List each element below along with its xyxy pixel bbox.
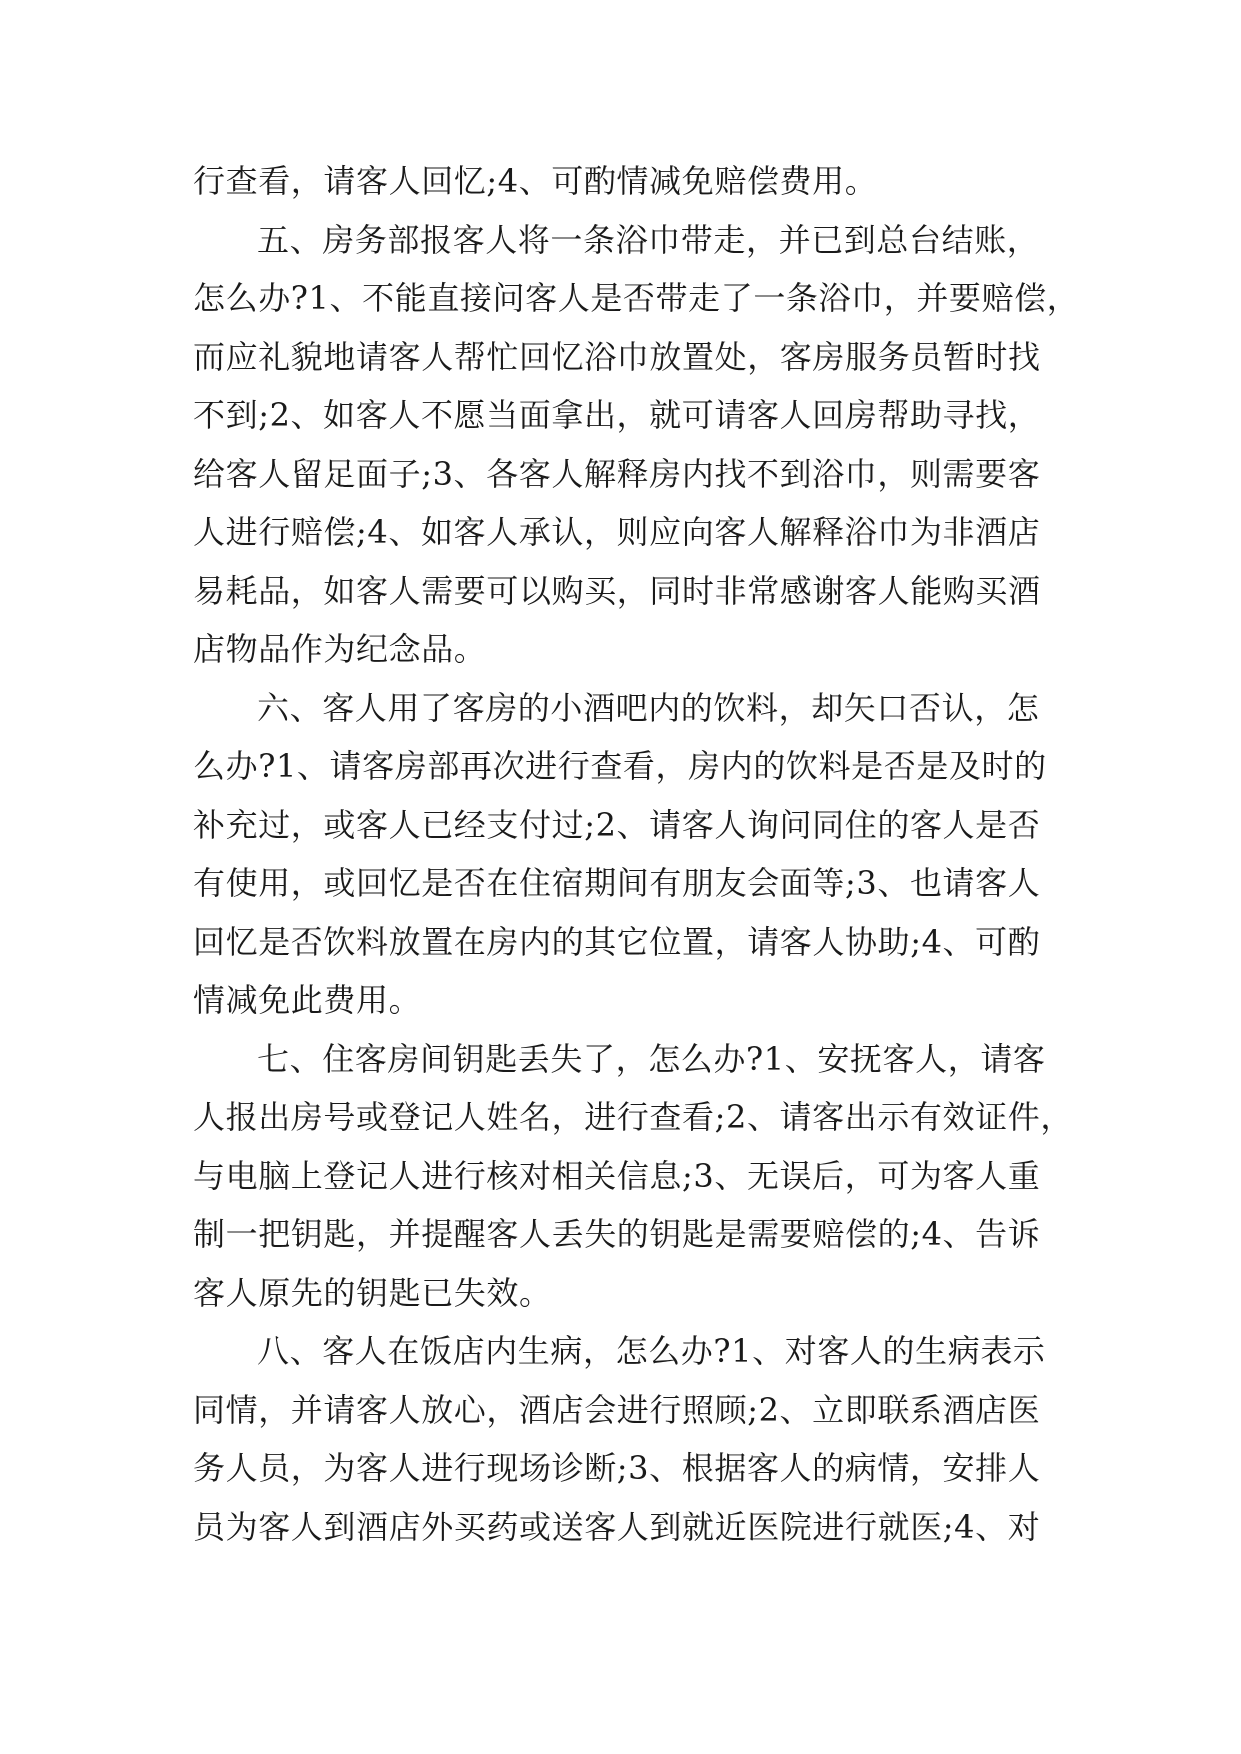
text-line: 与电脑上登记人进行核对相关信息;3、无误后，可为客人重 <box>193 1156 1041 1195</box>
text-line: 五、房务部报客人将一条浴巾带走，并已到总台结账， <box>257 220 1040 259</box>
text-line: 不到;2、如客人不愿当面拿出，就可请客人回房帮助寻找， <box>193 396 1041 434</box>
text-line: 员为客人到酒店外买药或送客人到就近医院进行就医;4、对 <box>193 1507 1041 1546</box>
text-line: 人报出房号或登记人姓名，进行查看;2、请客出示有效证件， <box>193 1098 1073 1136</box>
text-line: 务人员，为客人进行现场诊断;3、根据客人的病情，安排人 <box>193 1449 1041 1487</box>
text-line: 怎么办?1、不能直接问客人是否带走了一条浴巾，并要赔偿， <box>193 279 1080 317</box>
text-line: 而应礼貌地请客人帮忙回忆浴巾放置处，客房服务员暂时找 <box>193 337 1041 376</box>
text-line: 回忆是否饮料放置在房内的其它位置，请客人协助;4、可酌 <box>193 922 1041 961</box>
document-body <box>193 152 1080 1556</box>
text-line: 易耗品，如客人需要可以购买，同时非常感谢客人能购买酒 <box>193 571 1041 610</box>
text-line: 六、客人用了客房的小酒吧内的饮料，却矢口否认，怎 <box>257 688 1040 727</box>
text-line: 有使用，或回忆是否在住宿期间有朋友会面等;3、也请客人 <box>193 864 1041 902</box>
text-line: 么办?1、请客房部再次进行查看，房内的饮料是否是及时的 <box>193 747 1047 785</box>
text-line: 给客人留足面子;3、各客人解释房内找不到浴巾，则需要客 <box>193 454 1041 493</box>
text-line: 客人原先的钥匙已失效。 <box>193 1273 552 1312</box>
text-line: 七、住客房间钥匙丢失了，怎么办?1、安抚客人，请客 <box>257 1039 1046 1078</box>
text-line: 八、客人在饭店内生病，怎么办?1、对客人的生病表示 <box>257 1332 1046 1370</box>
text-line: 店物品作为纪念品。 <box>193 630 487 668</box>
text-line: 同情，并请客人放心，酒店会进行照顾;2、立即联系酒店医 <box>193 1390 1041 1429</box>
text-line: 情减免此费用。 <box>193 981 422 1019</box>
text-line: 制一把钥匙，并提醒客人丢失的钥匙是需要赔偿的;4、告诉 <box>193 1215 1041 1253</box>
text-line: 行查看，请客人回忆;4、可酌情减免赔偿费用。 <box>193 162 878 200</box>
text-line: 补充过，或客人已经支付过;2、请客人询问同住的客人是否 <box>193 805 1041 844</box>
text-line: 人进行赔偿;4、如客人承认，则应向客人解释浴巾为非酒店 <box>193 513 1041 551</box>
